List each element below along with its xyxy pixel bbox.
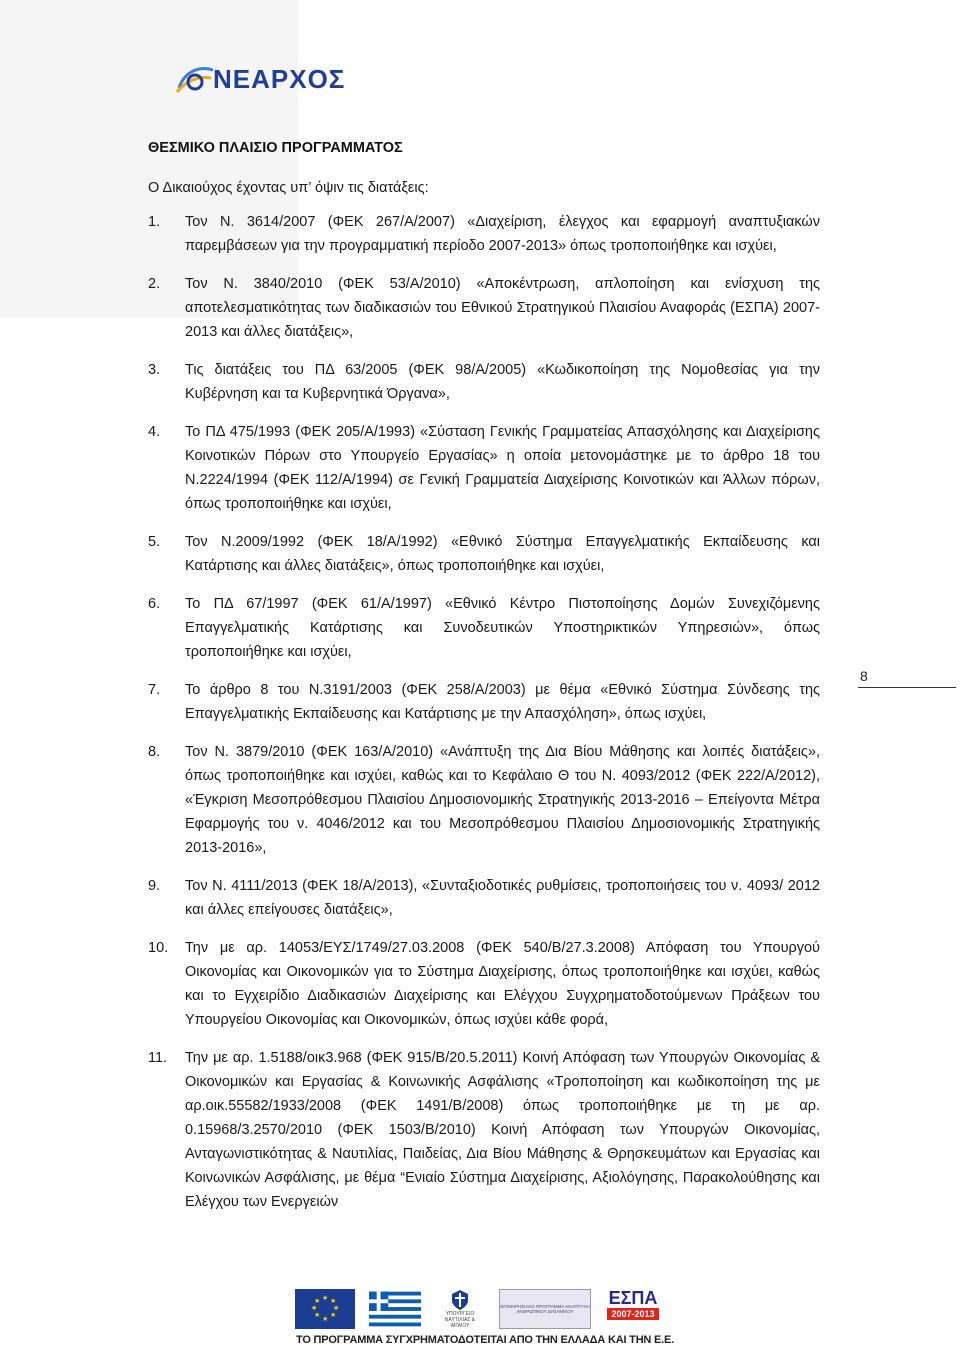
item-number: 10.: [148, 940, 169, 956]
list-item: [148, 874, 820, 922]
item-text: Τον Ν. 3840/2010 (ΦΕΚ 53/Α/2010) «Αποκέντρωση, απλοποίηση και ενίσχυση της αποτελεσματικότητας των διαδικασιών του Εθνικού Στρατηγικού Πλαισίου Αναφοράς (ΕΣΠΑ) 2007-2013 και άλλες διατάξεις»,: [185, 276, 820, 340]
item-text: Τον Ν. 3879/2010 (ΦΕΚ 163/Α/2010) «Ανάπτυξη της Δια Βίου Μάθησης και λοιπές διατάξεις», όπως τροποποιήθηκε και ισχύει, καθώς και το Κεφάλαιο Θ του Ν. 4093/2012 (ΦΕΚ 222/Α/2012), «Έγκριση Μεσοπρόθεσμου Πλαισίου Δημοσιονομικής Στρατηγικής 2013-2016 – Επείγοντα Μέτρα Εφαρμογής του ν. 4046/2012 και του Μεσοπρόθεσμου Πλαισίου Δημοσιονομικής Στρατηγικής 2013-2016»,: [185, 744, 820, 856]
item-number: 5.: [148, 534, 161, 550]
emblem-icon: [450, 1289, 470, 1311]
program-label: ΕΠΙΧΕΙΡΗΣΙΑΚΟ ΠΡΟΓΡΑΜΜΑ ΑΝΑΠΤΥΞΗ ΑΝΘΡΩΠΙΝΟΥ ΔΥΝΑΜΙΚΟΥ: [500, 1304, 590, 1314]
list-item: [148, 358, 820, 406]
list-item: [148, 1046, 820, 1214]
footer-logos: [295, 1288, 665, 1330]
greek-flag-icon: [369, 1290, 421, 1328]
list-item: [148, 530, 820, 578]
list-item: [148, 592, 820, 664]
section-heading: ΘΕΣΜΙΚΟ ΠΛΑΙΣΙΟ ΠΡΟΓΡΑΜΜΑΤΟΣ: [148, 140, 403, 156]
provisions-list: [148, 210, 820, 1228]
ministry-logo: [435, 1289, 485, 1329]
item-number: 6.: [148, 596, 161, 612]
page-number-value: 8: [860, 668, 868, 684]
list-item: [148, 420, 820, 516]
intro-text: Ο Δικαιούχος έχοντας υπ’ όψιν τις διατάξεις:: [148, 180, 429, 196]
swoosh-icon: [175, 62, 215, 96]
item-text: Την με αρ. 14053/ΕΥΣ/1749/27.03.2008 (ΦΕΚ 540/Β/27.3.2008) Απόφαση του Υπουργού Οικονομίας και Οικονομικών για το Σύστημα Διαχείρισης, όπως τροποποιήθηκε και ισχύει, καθώς και το Εγχειρίδιο Διαδικασιών Διαχείρισης και Ελέγχου Συγχρηματοδοτούμενων Πράξεων του Υπουργείου Οικονομίας και Οικονομικών, όπως ισχύει κάθε φορά,: [185, 940, 820, 1028]
item-text: Το ΠΔ 67/1997 (ΦΕΚ 61/Α/1997) «Εθνικό Κέντρο Πιστοποίησης Δομών Συνεχιζόμενης Επαγγελματικής Κατάρτισης και Συνοδευτικών Υποστηρικτικών Υπηρεσιών», όπως τροποποιήθηκε και ισχύει,: [185, 596, 820, 660]
item-text: Τις διατάξεις του ΠΔ 63/2005 (ΦΕΚ 98/Α/2005) «Κωδικοποίηση της Νομοθεσίας για την Κυβέρνηση και τα Κυβερνητικά Όργανα»,: [185, 362, 820, 402]
list-item: [148, 678, 820, 726]
espa-years: 2007-2013: [607, 1308, 658, 1320]
item-number: 11.: [148, 1050, 168, 1066]
item-text: Το άρθρο 8 του Ν.3191/2003 (ΦΕΚ 258/Α/2003) με θέμα «Εθνικό Σύστημα Σύνδεσης της Επαγγελματικής Εκπαίδευσης και Κατάρτισης με την Απασχόληση», όπως ισχύει,: [185, 682, 820, 722]
list-item: [148, 210, 820, 258]
list-item: [148, 740, 820, 860]
funding-note: ΤΟ ΠΡΟΓΡΑΜΜΑ ΣΥΓΧΡΗΜΑΤΟΔΟΤΕΙΤΑΙ ΑΠΟ ΤΗΝ ΕΛΛΑΔΑ ΚΑΙ ΤΗΝ Ε.Ε.: [296, 1334, 675, 1346]
nearchos-logo: [175, 62, 345, 96]
list-item: [148, 272, 820, 344]
item-text: Τον Ν. 4111/2013 (ΦΕΚ 18/Α/2013), «Συνταξιοδοτικές ρυθμίσεις, τροποποιήσεις του ν. 4093/ 2012 και άλλες επείγουσες διατάξεις»,: [185, 878, 820, 918]
ministry-label: ΥΠΟΥΡΓΕΙΟ ΝΑΥΤΙΛΙΑΣ & ΑΙΓΑΙΟΥ: [444, 1311, 476, 1329]
item-text: Την με αρ. 1.5188/οικ3.968 (ΦΕΚ 915/Β/20.5.2011) Κοινή Απόφαση των Υπουργών Οικονομίας & Οικονομικών και Εργασίας & Κοινωνικής Ασφάλισης «Τροποποίηση και κωδικοποίηση της με αρ.οικ.55582/1933/2008 (ΦΕΚ 1491/Β/2008) όπως τροποποιήθηκε με τη με αρ. 0.15968/3.2570/2010 (ΦΕΚ 1503/Β/2010) Κοινή Απόφαση των Υπουργών Οικονομίας, Ανταγωνιστικότητας & Ναυτιλίας, Παιδείας, Δια Βίου Μάθησης & Θρησκευμάτων και Εργασίας και Κοινωνικών Ασφάλισης, με θέμα “Ενιαίο Σύστημα Διαχείρισης, Αξιολόγησης, Παρακολούθησης και Ελέγχου των Ενεργειών: [185, 1050, 820, 1210]
item-text: Τον Ν.2009/1992 (ΦΕΚ 18/Α/1992) «Εθνικό Σύστημα Επαγγελματικής Εκπαίδευσης και Κατάρτισης και άλλες διατάξεις», όπως τροποποιήθηκε και ισχύει,: [185, 534, 820, 574]
eu-flag-icon: ★ ★ ★ ★ ★ ★ ★ ★: [295, 1289, 355, 1329]
program-logo: [499, 1289, 591, 1329]
item-number: 1.: [148, 214, 161, 230]
item-number: 8.: [148, 744, 161, 760]
item-number: 7.: [148, 682, 161, 698]
logo-text: ΝΕΑΡΧΟΣ: [213, 64, 346, 94]
espa-logo: [605, 1288, 661, 1330]
page-number: [858, 668, 956, 688]
item-number: 4.: [148, 424, 161, 440]
item-number: 9.: [148, 878, 161, 894]
item-number: 3.: [148, 362, 161, 378]
list-item: [148, 936, 820, 1032]
item-number: 2.: [148, 276, 161, 292]
espa-word: ΕΣΠΑ: [608, 1288, 658, 1308]
item-text: Το ΠΔ 475/1993 (ΦΕΚ 205/Α/1993) «Σύσταση Γενικής Γραμματείας Απασχόλησης και Διαχείρισης Κοινοτικών Πόρων στο Υπουργείο Εργασίας» η οποία μετονομάστηκε με το άρθρο 18 του Ν.2224/1994 (ΦΕΚ 112/Α/1994) σε Γενική Γραμματεία Διαχείρισης Κοινοτικών και Άλλων πόρων, όπως τροποποιήθηκε και ισχύει,: [185, 424, 820, 512]
item-text: Τον Ν. 3614/2007 (ΦΕΚ 267/Α/2007) «Διαχείριση, έλεγχος και εφαρμογή αναπτυξιακών παρεμβάσεων για την προγραμματική περίοδο 2007-2013» όπως τροποποιήθηκε και ισχύει,: [185, 214, 820, 254]
